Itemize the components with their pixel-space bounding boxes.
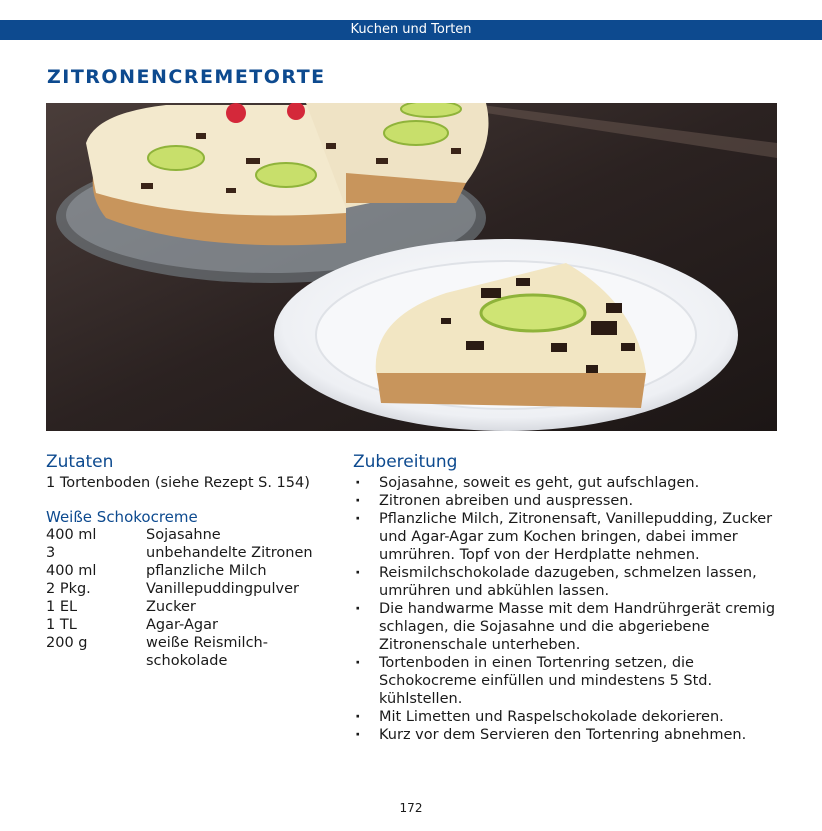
preparation-column [353, 452, 783, 744]
ingredient-name: Agar-Agar [146, 617, 218, 633]
ingredient-name: Sojasahne [146, 527, 221, 543]
recipe-title: ZITRONENCREMETORTE [47, 66, 326, 88]
section-title: Kuchen und Torten [350, 22, 472, 37]
ingredient-row [46, 544, 346, 562]
section-header-bar [0, 20, 822, 40]
ingredient-quantity: 2 Pkg. [46, 581, 91, 597]
step-item: · Mit Limetten und Raspelschokolade dekorieren. [353, 708, 783, 726]
step-item: · Zitronen abreiben und auspressen. [353, 492, 783, 510]
page-number: 172 [399, 801, 423, 815]
ingredient-quantity: 1 TL [46, 617, 77, 633]
step-list [353, 474, 783, 744]
ingredient-list [46, 526, 346, 670]
preparation-heading: Zubereitung [353, 452, 458, 472]
cream-subheading: Weiße Schokocreme [46, 508, 198, 526]
ingredient-row [46, 634, 346, 670]
ingredient-row [46, 580, 346, 598]
step-item: · Tortenboden in einen Tortenring setzen, die Schokocreme einfüllen und mindestens 5 Std. kühlstellen. [353, 654, 783, 708]
ingredient-quantity: 200 g [46, 635, 88, 651]
ingredient-quantity: 3 [46, 545, 56, 561]
ingredient-name: weiße Reismilch-schokolade [146, 635, 268, 669]
step-item: · Kurz vor dem Servieren den Tortenring abnehmen. [353, 726, 783, 744]
ingredient-name: pflanzliche Milch [146, 563, 267, 579]
ingredients-heading: Zutaten [46, 452, 114, 472]
step-item: · Pflanzliche Milch, Zitronensaft, Vanillepudding, Zucker und Agar-Agar zum Kochen bringen, dabei immer umrühren. Topf von der Herdplatte nehmen. [353, 510, 783, 564]
cake-photo [46, 103, 777, 431]
step-item: · Sojasahne, soweit es geht, gut aufschlagen. [353, 474, 783, 492]
step-item: · Die handwarme Masse mit dem Handrührgerät cremig schlagen, die Sojasahne und die abgeriebene Zitronenschale unterheben. [353, 600, 783, 654]
ingredient-row [46, 598, 346, 616]
ingredient-quantity: 400 ml [46, 563, 97, 579]
ingredient-name: unbehandelte Zitronen [146, 545, 313, 561]
ingredient-quantity: 1 EL [46, 599, 78, 615]
base-ingredient: 1 Tortenboden (siehe Rezept S. 154) [46, 475, 310, 491]
ingredients-column [46, 452, 346, 670]
ingredient-name: Zucker [146, 599, 196, 615]
ingredient-row [46, 562, 346, 580]
ingredient-row [46, 526, 346, 544]
step-item: · Reismilchschokolade dazugeben, schmelzen lassen, umrühren und abkühlen lassen. [353, 564, 783, 600]
ingredient-name: Vanillepuddingpulver [146, 581, 299, 597]
ingredient-row [46, 616, 346, 634]
ingredient-quantity: 400 ml [46, 527, 97, 543]
